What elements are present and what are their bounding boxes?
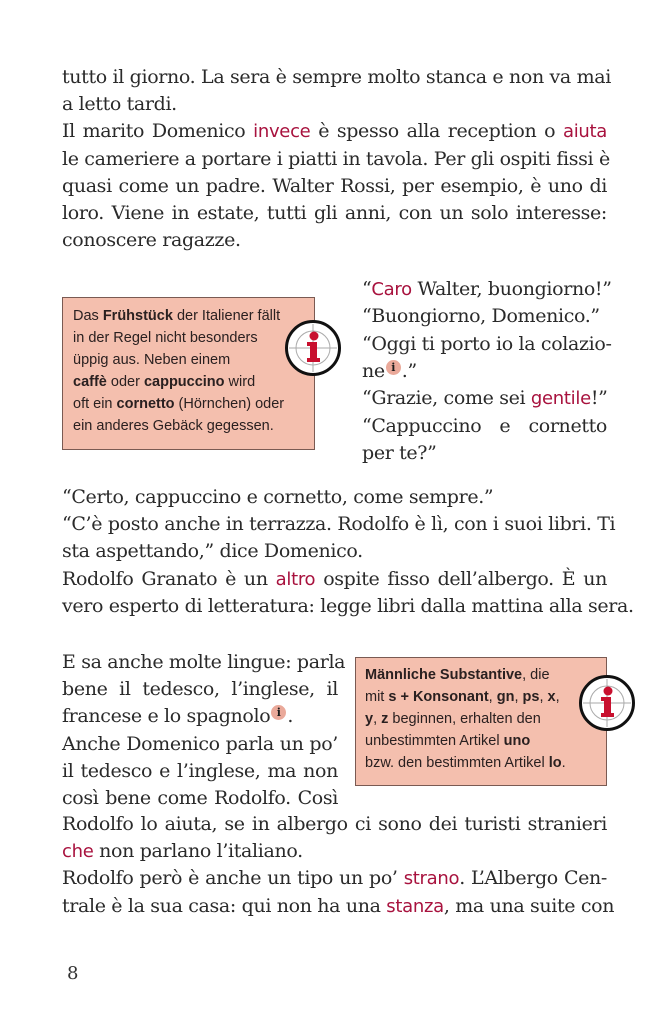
- text-run: Rodolfo lo aiuta, se in albergo ci sono dei turisti stranieri: [62, 813, 607, 835]
- text-run: , die: [522, 667, 550, 683]
- text-line: [362, 276, 612, 303]
- text-run: quasi come un padre. Walter Rossi, per esempio, è uno di: [62, 174, 607, 197]
- bold-term: cappuccino: [143, 374, 225, 390]
- text-line: [62, 731, 338, 758]
- text-run: bzw. den bestimmten Artikel: [365, 755, 549, 771]
- text-run: per te?”: [362, 441, 437, 464]
- text-line: [62, 173, 607, 200]
- text-run: beginnen, erhalten den: [388, 711, 541, 727]
- text-run: Walter, buongiorno!”: [411, 278, 612, 300]
- text-run: .: [561, 755, 566, 771]
- highlighted-word: Caro: [371, 279, 412, 300]
- text-run: vero esperto di letteratura: legge libri dalla mattina alla sera.: [62, 594, 634, 617]
- text-line: [62, 758, 338, 785]
- text-run: unbestimmten Artikel: [365, 733, 504, 749]
- bold-term: x: [547, 689, 556, 705]
- text-run: !”: [590, 387, 608, 410]
- text-run: ,: [555, 689, 560, 705]
- text-run: , ma una suite con: [443, 894, 615, 917]
- text-run: ,: [514, 689, 523, 705]
- text-line: [362, 385, 607, 412]
- text-run: ospite fisso dell’albergo. È un: [315, 567, 607, 590]
- text-run: mit: [365, 689, 389, 705]
- bold-term: lo: [548, 755, 562, 771]
- bold-term: caffè: [73, 374, 107, 390]
- text-run: “Grazie, come sei: [362, 387, 531, 410]
- info-box-line: [365, 730, 598, 752]
- text-run: (Hörnchen) oder: [174, 396, 285, 412]
- text-run: Il marito Domenico: [62, 120, 254, 143]
- highlighted-word: altro: [275, 568, 316, 590]
- text-line: [62, 538, 607, 565]
- bold-term: uno: [503, 733, 531, 749]
- info-marker-icon: i: [386, 360, 401, 375]
- text-line: [62, 91, 607, 118]
- info-marker-icon: i: [271, 705, 286, 720]
- text-line: [62, 676, 338, 703]
- info-icon: [579, 675, 635, 731]
- text-run: ne: [362, 359, 385, 382]
- bold-term: s + Konsonant: [388, 689, 489, 705]
- text-line: [62, 566, 607, 593]
- text-run: sta aspettando,” dice Domenico.: [62, 540, 363, 563]
- text-run: “Oggi ti porto io la colazio-: [362, 332, 612, 355]
- text-run: Das: [73, 308, 103, 324]
- text-run: le cameriere a portare i piatti in tavola. Per gli ospiti fissi è: [62, 147, 610, 170]
- text-run: a letto tardi.: [62, 93, 177, 116]
- bold-term: z: [381, 711, 389, 727]
- text-line: [362, 303, 607, 330]
- text-run: “Certo, cappuccino e cornetto, come sempre.”: [62, 486, 494, 508]
- text-run: Rodolfo però è anche un tipo un po’: [62, 867, 404, 890]
- text-run: oft ein: [73, 396, 117, 412]
- text-run: il tedesco e l’inglese, ma non: [62, 759, 338, 782]
- text-line: [362, 413, 607, 440]
- info-box-line: [73, 415, 306, 437]
- text-line: [362, 331, 612, 358]
- text-run: Anche Domenico parla un po’: [62, 732, 338, 755]
- bold-term: y: [365, 711, 374, 727]
- text-run: üppig aus. Neben einem: [73, 352, 231, 368]
- text-run: “Cappuccino e cornetto: [362, 414, 607, 437]
- info-box-grammar: [355, 657, 607, 786]
- text-run: ,: [488, 689, 497, 705]
- text-line: [62, 64, 611, 91]
- text-line: [62, 703, 338, 730]
- text-line: [62, 146, 610, 173]
- text-line: [62, 865, 607, 892]
- text-line: [62, 811, 607, 838]
- bold-term: ps: [522, 689, 540, 705]
- highlighted-word: invece: [253, 121, 311, 143]
- text-line: [362, 358, 607, 385]
- text-run: .: [287, 705, 294, 728]
- text-line: [62, 511, 616, 538]
- info-box-breakfast: [62, 297, 315, 450]
- text-run: loro. Viene in estate, tutti gli anni, con un solo interesse:: [62, 202, 607, 224]
- text-run: francese e lo spagnolo: [62, 705, 271, 728]
- info-box-line: [365, 752, 598, 774]
- text-run: è spesso alla reception o: [310, 120, 563, 143]
- text-line: [62, 200, 607, 227]
- info-box-line: [365, 708, 598, 730]
- text-run: così bene come Rodolfo. Così: [62, 787, 338, 809]
- text-run: trale è la sua casa: qui non ha una: [62, 894, 387, 917]
- text-line: [62, 593, 634, 620]
- text-run: “: [362, 278, 372, 300]
- text-line: [62, 227, 607, 254]
- bold-term: Männliche Substantive: [365, 667, 523, 683]
- highlighted-word: stanza: [386, 895, 444, 917]
- text-run: der Italiener fällt: [172, 308, 281, 324]
- text-run: in der Regel nicht besonders: [73, 330, 258, 346]
- info-box-line: [365, 686, 598, 708]
- text-run: tutto il giorno. La sera è sempre molto stanca e non va mai: [62, 66, 611, 88]
- text-run: bene il tedesco, l’inglese, il: [62, 678, 338, 701]
- text-run: non parlano l’italiano.: [93, 840, 303, 863]
- info-icon: [285, 320, 341, 376]
- text-run: oder: [106, 374, 144, 390]
- info-box-line: [73, 393, 306, 415]
- highlighted-word: che: [62, 841, 94, 863]
- bold-term: Frühstück: [102, 308, 173, 324]
- text-run: conoscere ragazze.: [62, 229, 241, 252]
- text-run: ein anderes Gebäck gegessen.: [73, 418, 274, 434]
- info-box-line: [73, 349, 306, 371]
- info-box-line: [365, 664, 598, 686]
- text-line: [62, 649, 346, 676]
- text-run: E sa anche molte lingue: parla: [62, 651, 346, 673]
- bold-term: cornetto: [116, 396, 175, 412]
- text-line: [62, 484, 607, 511]
- highlighted-word: strano: [403, 868, 460, 890]
- text-run: “Buongiorno, Domenico.”: [362, 305, 600, 328]
- highlighted-word: aiuta: [562, 121, 607, 143]
- text-run: .”: [401, 359, 417, 382]
- text-line: [62, 785, 338, 812]
- info-box-line: [73, 327, 306, 349]
- info-box-line: [73, 371, 306, 393]
- text-line: [62, 118, 607, 145]
- text-run: “C’è posto anche in terrazza. Rodolfo è lì, con i suoi libri. Ti: [62, 513, 616, 536]
- text-run: . L’Albergo Cen-: [459, 867, 608, 890]
- text-run: Rodolfo Granato è un: [62, 567, 276, 590]
- text-line: [62, 838, 607, 865]
- text-run: ,: [539, 689, 548, 705]
- text-line: [62, 893, 615, 920]
- text-run: ,: [373, 711, 382, 727]
- bold-term: gn: [496, 689, 515, 705]
- text-line: [362, 440, 607, 467]
- page-number: 8: [67, 963, 79, 984]
- text-run: wird: [224, 374, 256, 390]
- info-box-line: [73, 305, 306, 327]
- highlighted-word: gentile: [530, 388, 591, 410]
